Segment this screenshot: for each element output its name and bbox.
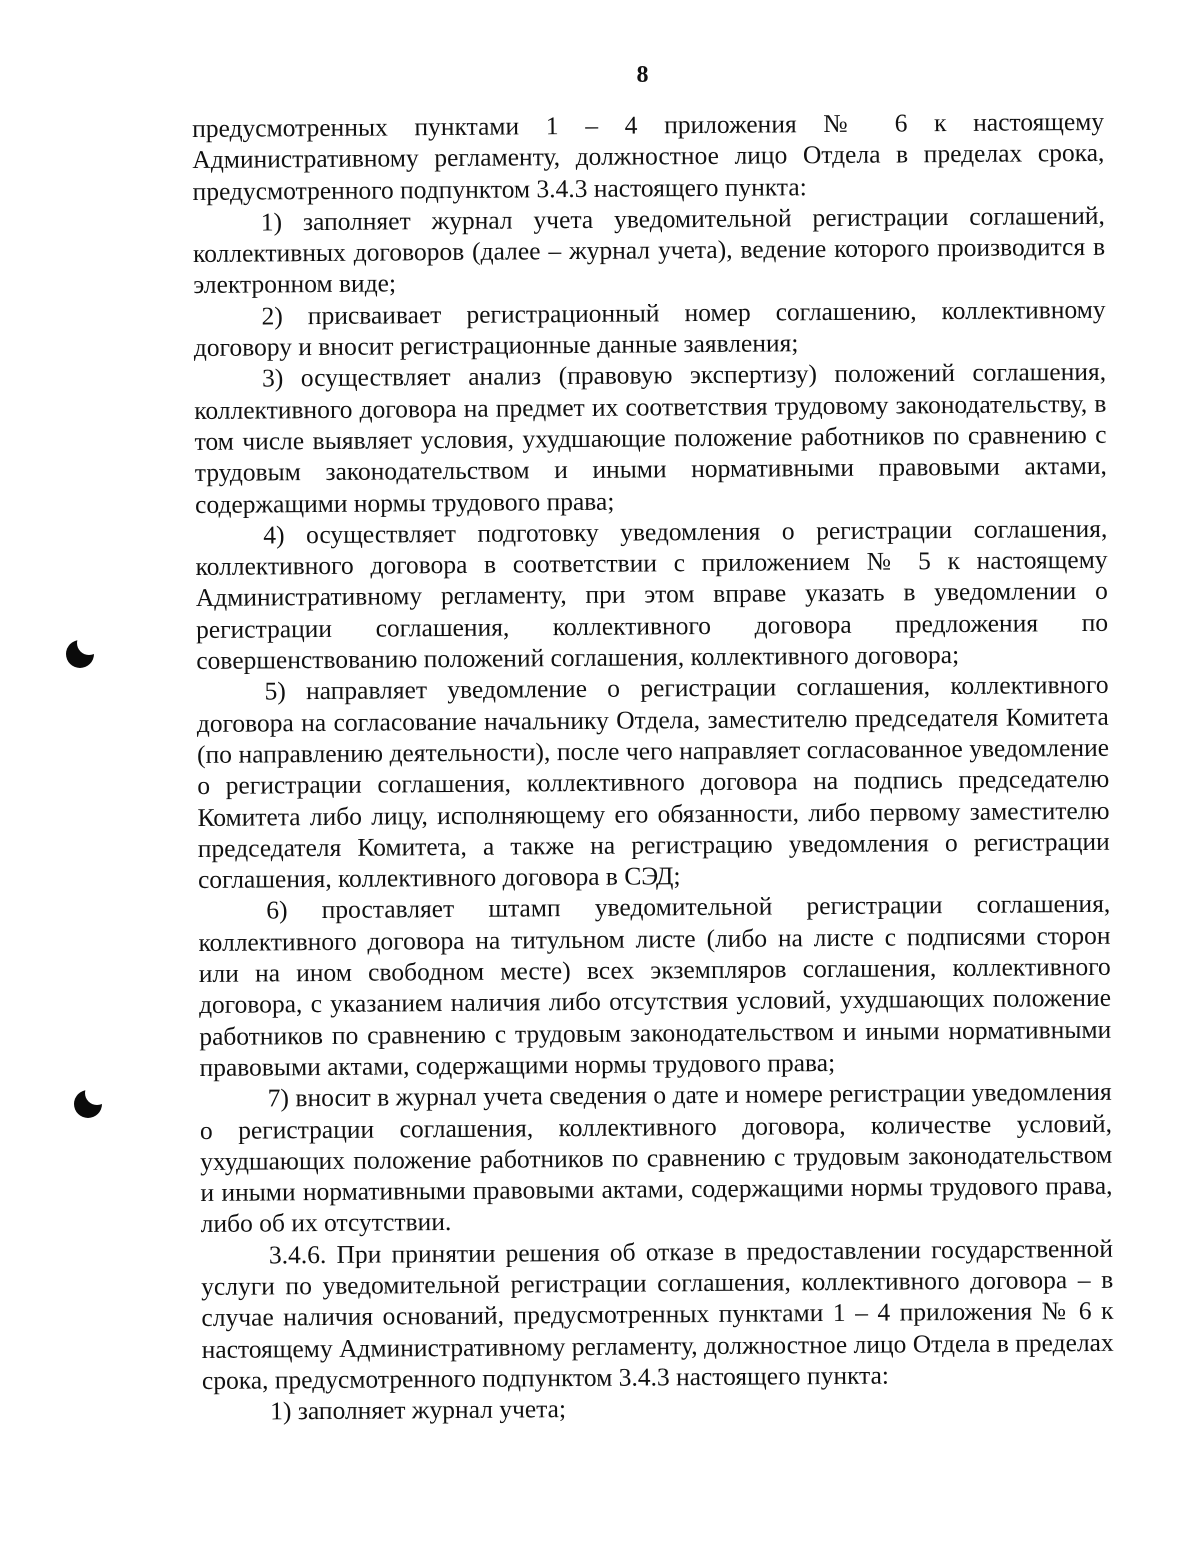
binder-hole-mark-top (66, 640, 94, 668)
list-item-6: 6) проставляет штамп уведомительной регистрации соглашения, коллективного договора на титульном листе (либо на листе с подписями сторон или на ином свободном месте) всех экземпляров соглашения, коллективного договора, с указанием наличия либо отсутствия условий, ухудшающих положение работников по сравнению с трудовым законодательством и иными нормативными правовыми актами, содержащими нормы трудового права; (198, 889, 1112, 1082)
list-item-5: 5) направляет уведомление о регистрации соглашения, коллективного договора на согласование начальнику Отдела, заместителю председателя Комитета (по направлению деятельности), после чего направляет согласованное уведомление о регистрации соглашения, коллективного договора на подпись председателю Комитета либо лицу, исполняющему его обязанности, либо первому заместителю председателя Комитета, а также на регистрацию уведомления о регистрации соглашения, коллективного договора в СЭД; (196, 670, 1110, 895)
list-item-2: 2) присваивает регистрационный номер соглашению, коллективному договору и вносит регистрационные данные заявления; (193, 294, 1106, 363)
list-item-4: 4) осуществляет подготовку уведомления о регистрации соглашения, коллективного договора в соответствии с приложением № 5 к настоящему Административному регламенту, при этом вправе указать в уведомлении о регистрации соглашения, коллективного договора предложения по совершенствованию положений соглашения, коллективного договора; (195, 513, 1109, 676)
list-item-7: 7) вносит в журнал учета сведения о дате и номере регистрации уведомления о регистрации соглашения, коллективного договора, количестве условий, ухудшающих положение работников по сравнению с трудовым законодательством и иными нормативными правовыми актами, содержащими нормы трудового права, либо об их отсутствии. (199, 1077, 1113, 1239)
document-body (192, 106, 1114, 1428)
page-number: 8 (636, 62, 649, 88)
list-item-1-refusal: 1) заполняет журнал учета; (270, 1394, 567, 1426)
section-3-4-6: 3.4.6. При принятии решения об отказе в предоставлении государственной услуги по уведомительной регистрации соглашения, коллективного договора – в случае наличия оснований, предусмотренных пунктами 1 – 4 приложения № 6 к настоящему Административному регламенту, должностное лицо Отдела в пределах срока, предусмотренного подпунктом 3.4.3 настоящего пункта: (201, 1233, 1114, 1395)
list-item-3: 3) осуществляет анализ (правовую экспертизу) положений соглашения, коллективного договора на предмет их соответствия трудовому законодательству, в том числе выявляет условия, ухудшающие положение работников по сравнению с трудовым законодательством и иными нормативными правовыми актами, содержащими нормы трудового права; (194, 357, 1107, 519)
paragraph-continuation: предусмотренных пунктами 1 – 4 приложения № 6 к настоящему Административному регламенту, должностное лицо Отдела в пределах срока, предусмотренного подпунктом 3.4.3 настоящего пункта: (192, 106, 1105, 206)
binder-hole-mark-bottom (74, 1090, 102, 1118)
list-item-1: 1) заполняет журнал учета уведомительной регистрации соглашений, коллективных договоров (далее – журнал учета), ведение которого производится в электронном виде; (192, 200, 1106, 300)
